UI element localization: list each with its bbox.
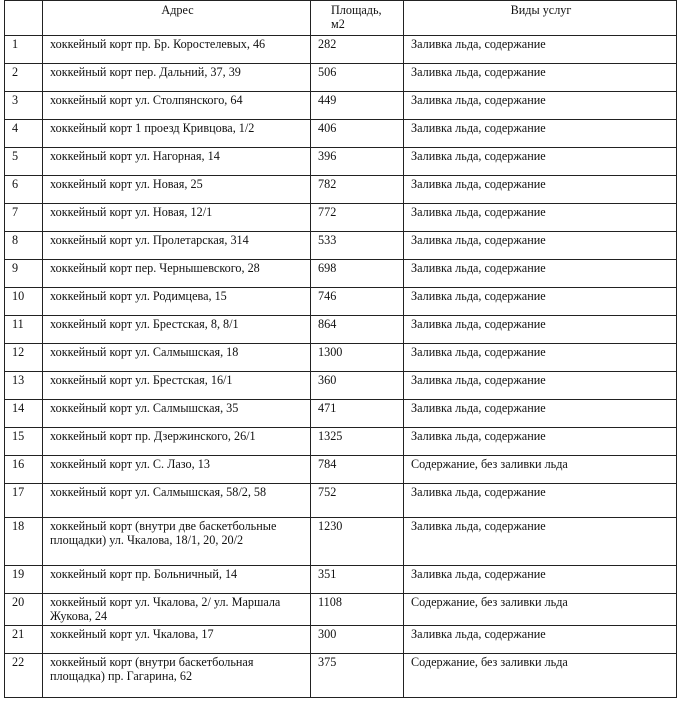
row-area: 449 (311, 92, 404, 120)
row-area: 406 (311, 120, 404, 148)
table-row (5, 594, 677, 626)
table-row (5, 654, 677, 698)
row-services: Заливка льда, содержание (404, 232, 677, 260)
row-address: хоккейный корт ул. Салмышская, 58/2, 58 (43, 484, 311, 518)
row-number: 19 (5, 566, 43, 594)
row-services: Заливка льда, содержание (404, 344, 677, 372)
row-address: хоккейный корт пр. Бр. Коростелевых, 46 (43, 36, 311, 64)
table-row (5, 176, 677, 204)
table-body (5, 36, 677, 698)
row-services: Заливка льда, содержание (404, 626, 677, 654)
row-number: 10 (5, 288, 43, 316)
row-number: 2 (5, 64, 43, 92)
row-address: хоккейный корт ул. Столпянского, 64 (43, 92, 311, 120)
row-area: 533 (311, 232, 404, 260)
row-services: Заливка льда, содержание (404, 484, 677, 518)
row-address: хоккейный корт (внутри баскетбольная площадка) пр. Гагарина, 62 (43, 654, 311, 698)
row-number: 22 (5, 654, 43, 698)
row-services: Заливка льда, содержание (404, 566, 677, 594)
row-number: 20 (5, 594, 43, 626)
row-address: хоккейный корт пер. Чернышевского, 28 (43, 260, 311, 288)
row-address: хоккейный корт ул. Чкалова, 17 (43, 626, 311, 654)
row-services: Заливка льда, содержание (404, 316, 677, 344)
table-row (5, 120, 677, 148)
row-area: 360 (311, 372, 404, 400)
header-row (5, 1, 677, 36)
row-address: хоккейный корт ул. Пролетарская, 314 (43, 232, 311, 260)
table-row (5, 232, 677, 260)
row-address: хоккейный корт пр. Дзержинского, 26/1 (43, 428, 311, 456)
row-services: Заливка льда, содержание (404, 120, 677, 148)
table-row (5, 204, 677, 232)
row-number: 1 (5, 36, 43, 64)
row-address: хоккейный корт (внутри две баскетбольные площадки) ул. Чкалова, 18/1, 20, 20/2 (43, 518, 311, 566)
row-number: 7 (5, 204, 43, 232)
row-number: 18 (5, 518, 43, 566)
table-row (5, 64, 677, 92)
row-address: хоккейный корт ул. Брестская, 8, 8/1 (43, 316, 311, 344)
row-number: 11 (5, 316, 43, 344)
row-area: 1230 (311, 518, 404, 566)
row-area: 772 (311, 204, 404, 232)
row-services: Заливка льда, содержание (404, 288, 677, 316)
header-area: Площадь, м2 (311, 1, 404, 36)
hockey-courts-table (4, 0, 677, 698)
table-row (5, 518, 677, 566)
row-area: 782 (311, 176, 404, 204)
row-area: 1108 (311, 594, 404, 626)
row-services: Заливка льда, содержание (404, 428, 677, 456)
header-address: Адрес (43, 1, 311, 36)
row-number: 16 (5, 456, 43, 484)
row-area: 300 (311, 626, 404, 654)
table-row (5, 344, 677, 372)
header-services: Виды услуг (404, 1, 677, 36)
table-row (5, 288, 677, 316)
row-number: 4 (5, 120, 43, 148)
row-services: Содержание, без заливки льда (404, 654, 677, 698)
row-number: 6 (5, 176, 43, 204)
table-row (5, 484, 677, 518)
row-area: 471 (311, 400, 404, 428)
row-area: 351 (311, 566, 404, 594)
row-address: хоккейный корт пр. Больничный, 14 (43, 566, 311, 594)
header-num (5, 1, 43, 36)
row-area: 752 (311, 484, 404, 518)
row-address: хоккейный корт ул. Брестская, 16/1 (43, 372, 311, 400)
table-row (5, 148, 677, 176)
row-number: 15 (5, 428, 43, 456)
row-number: 12 (5, 344, 43, 372)
row-number: 5 (5, 148, 43, 176)
row-number: 3 (5, 92, 43, 120)
table-row (5, 456, 677, 484)
row-services: Заливка льда, содержание (404, 260, 677, 288)
row-area: 396 (311, 148, 404, 176)
row-area: 746 (311, 288, 404, 316)
row-address: хоккейный корт 1 проезд Кривцова, 1/2 (43, 120, 311, 148)
row-services: Заливка льда, содержание (404, 518, 677, 566)
table-row (5, 316, 677, 344)
table-row (5, 400, 677, 428)
row-services: Содержание, без заливки льда (404, 456, 677, 484)
row-area: 282 (311, 36, 404, 64)
row-number: 8 (5, 232, 43, 260)
row-number: 9 (5, 260, 43, 288)
row-address: хоккейный корт ул. Нагорная, 14 (43, 148, 311, 176)
row-address: хоккейный корт пер. Дальний, 37, 39 (43, 64, 311, 92)
row-number: 13 (5, 372, 43, 400)
row-address: хоккейный корт ул. Новая, 12/1 (43, 204, 311, 232)
row-address: хоккейный корт ул. Чкалова, 2/ ул. Маршала Жукова, 24 (43, 594, 311, 626)
row-address: хоккейный корт ул. Салмышская, 35 (43, 400, 311, 428)
row-services: Заливка льда, содержание (404, 176, 677, 204)
table-row (5, 428, 677, 456)
row-area: 1325 (311, 428, 404, 456)
row-address: хоккейный корт ул. Салмышская, 18 (43, 344, 311, 372)
row-area: 506 (311, 64, 404, 92)
row-area: 784 (311, 456, 404, 484)
row-services: Заливка льда, содержание (404, 36, 677, 64)
row-services: Заливка льда, содержание (404, 372, 677, 400)
row-address: хоккейный корт ул. Новая, 25 (43, 176, 311, 204)
row-services: Содержание, без заливки льда (404, 594, 677, 626)
table-row (5, 372, 677, 400)
table-row (5, 626, 677, 654)
row-services: Заливка льда, содержание (404, 64, 677, 92)
row-services: Заливка льда, содержание (404, 400, 677, 428)
row-area: 375 (311, 654, 404, 698)
row-services: Заливка льда, содержание (404, 148, 677, 176)
table-row (5, 566, 677, 594)
table-row (5, 36, 677, 64)
row-number: 17 (5, 484, 43, 518)
row-area: 1300 (311, 344, 404, 372)
table-row (5, 260, 677, 288)
row-services: Заливка льда, содержание (404, 204, 677, 232)
row-area: 864 (311, 316, 404, 344)
table-row (5, 92, 677, 120)
row-number: 21 (5, 626, 43, 654)
row-area: 698 (311, 260, 404, 288)
row-address: хоккейный корт ул. Родимцева, 15 (43, 288, 311, 316)
row-address: хоккейный корт ул. С. Лазо, 13 (43, 456, 311, 484)
row-services: Заливка льда, содержание (404, 92, 677, 120)
row-number: 14 (5, 400, 43, 428)
